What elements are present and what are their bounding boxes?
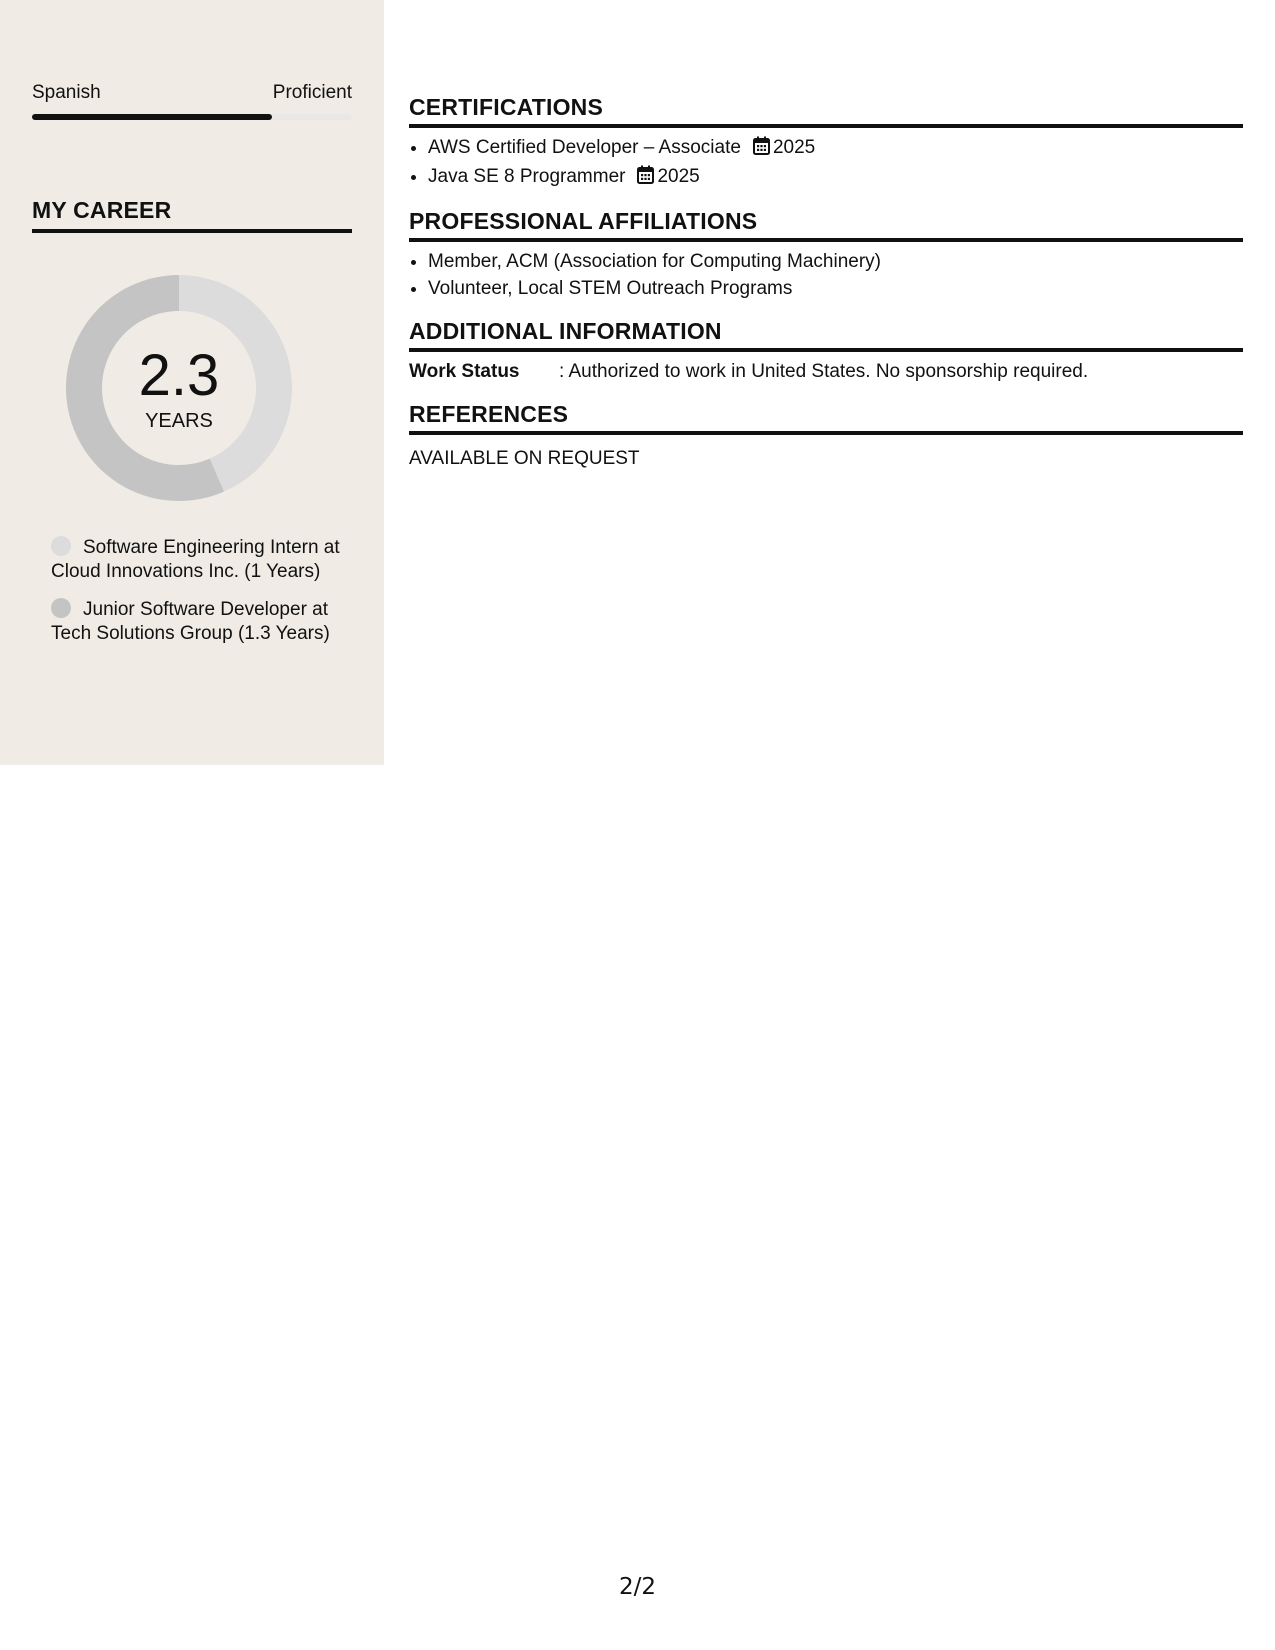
career-donut-center bbox=[66, 275, 292, 501]
career-legend bbox=[51, 536, 341, 660]
work-status-row bbox=[409, 358, 1243, 385]
certification-year: 2025 bbox=[657, 166, 700, 187]
career-total-years: 2.3 bbox=[138, 343, 220, 408]
work-status-label: Work Status bbox=[409, 361, 520, 382]
legend-dot-icon bbox=[51, 598, 71, 618]
additional-info-heading: ADDITIONAL INFORMATION bbox=[409, 316, 1243, 352]
references-text: AVAILABLE ON REQUEST bbox=[409, 448, 640, 469]
language-proficiency-fill bbox=[32, 114, 272, 120]
references-section bbox=[409, 399, 1243, 472]
certification-name: AWS Certified Developer – Associate bbox=[428, 137, 741, 158]
career-legend-label: Junior Software Developer at Tech Solutions Group (1.3 Years) bbox=[51, 599, 330, 644]
certifications-section bbox=[409, 92, 1243, 192]
career-legend-item bbox=[51, 598, 341, 646]
affiliations-heading: PROFESSIONAL AFFILIATIONS bbox=[409, 206, 1243, 242]
affiliation-item: • Volunteer, Local STEM Outreach Programs bbox=[428, 275, 1243, 302]
certification-year: 2025 bbox=[772, 137, 816, 158]
page-number: 2/2 bbox=[618, 1574, 656, 1600]
calendar-icon bbox=[637, 165, 654, 192]
career-total-unit: YEARS bbox=[145, 410, 213, 432]
certifications-heading: CERTIFICATIONS bbox=[409, 92, 1243, 128]
legend-dot-icon bbox=[51, 536, 71, 556]
work-status-value: : Authorized to work in United States. No sponsorship required. bbox=[559, 361, 1089, 382]
language-name: Spanish bbox=[32, 82, 101, 103]
main-content bbox=[409, 92, 1243, 486]
career-donut-chart bbox=[66, 275, 292, 501]
career-legend-label: Software Engineering Intern at Cloud Innovations Inc. (1 Years) bbox=[51, 537, 340, 582]
career-legend-item bbox=[51, 536, 341, 584]
certifications-list bbox=[409, 134, 1243, 192]
affiliation-item: • Member, ACM (Association for Computing Machinery) bbox=[428, 248, 1243, 275]
sidebar bbox=[0, 0, 384, 765]
affiliations-list bbox=[409, 248, 1243, 302]
certification-name: Java SE 8 Programmer bbox=[428, 166, 626, 187]
affiliations-section bbox=[409, 206, 1243, 302]
language-row bbox=[32, 80, 352, 106]
additional-info-section bbox=[409, 316, 1243, 385]
references-heading: REFERENCES bbox=[409, 399, 1243, 435]
certification-item bbox=[428, 134, 1243, 163]
calendar-icon bbox=[753, 136, 770, 163]
career-heading: MY CAREER bbox=[32, 195, 352, 233]
language-proficiency-bar bbox=[32, 114, 352, 120]
language-level: Proficient bbox=[272, 82, 352, 103]
certification-item bbox=[428, 163, 1243, 192]
